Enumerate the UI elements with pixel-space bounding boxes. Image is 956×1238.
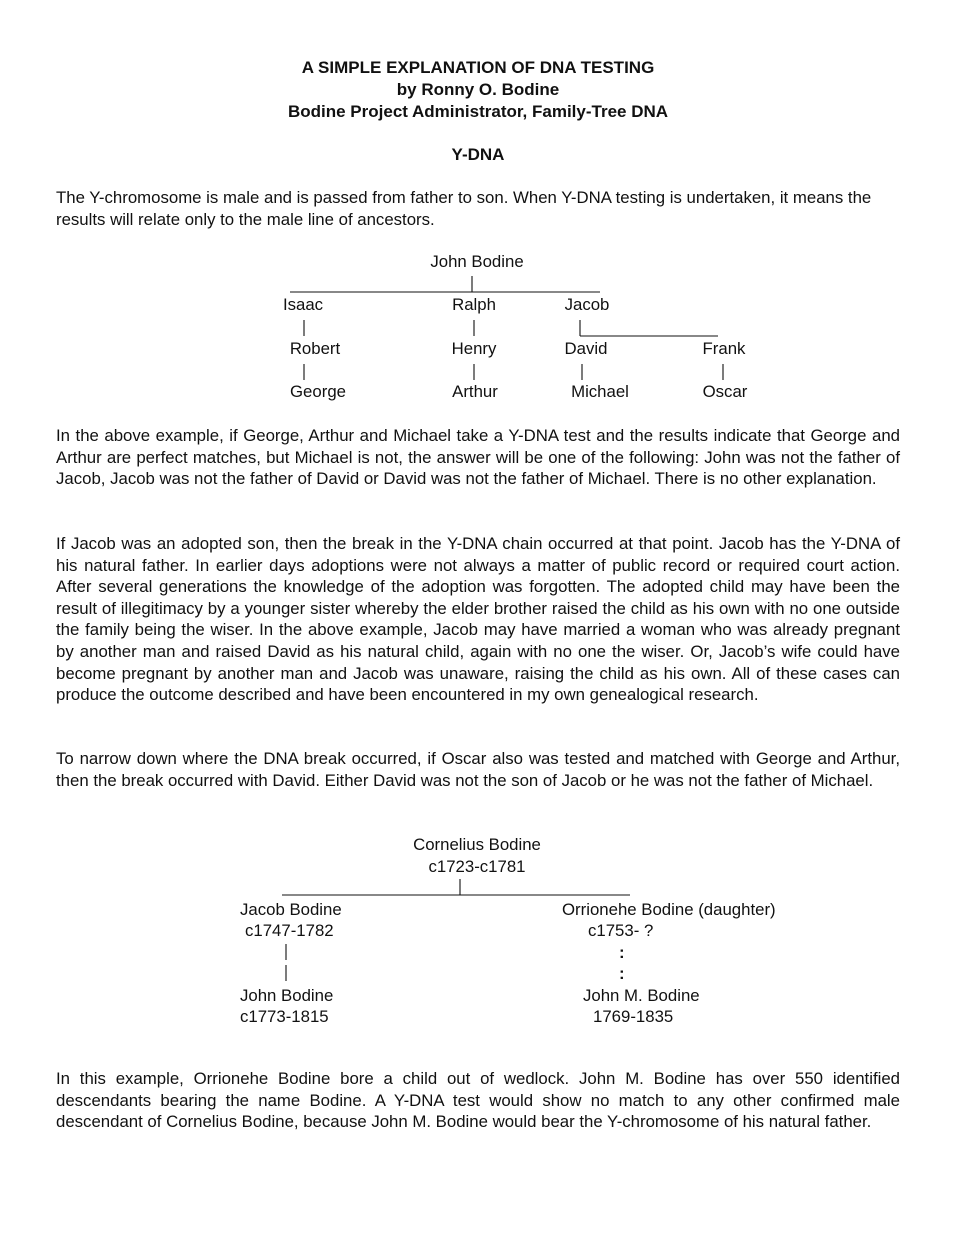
paragraph-adoption: If Jacob was an adopted son, then the break in the Y-DNA chain occurred at that point. Jacob has the Y-DNA of his natural father. In earlier days adoptions were not always a matter of public record or required court action. After several generations the knowledge of the adoption was forgotten. The adopted child may have been the result of illegitimacy by a younger sister whereby the elder brother raised the child as his own with no one outside the family being the wiser. In the above example, Jacob may have married a woman who was already pregnant by another man and raised David as his natural child, again with no one the wiser. Or, Jacob’s wife could have become pregnant by another man and Jacob was unaware, raising the child as his own. All of these cases can produce the outcome described and have been encountered in my own genealogical research. [56,534,900,705]
tree2-dotted-marker-2: : [619,964,625,983]
tree1-root: John Bodine [430,252,524,271]
paragraph-narrow: To narrow down where the DNA break occurred, if Oscar also was tested and matched with George and Arthur, then the break occurred with David. Either David was not the son of Jacob or he was not the father of Michael. [56,749,900,790]
document-title: A SIMPLE EXPLANATION OF DNA TESTING [301,58,655,77]
tree2-root-dates: c1723-c1781 [428,857,526,876]
tree2-right-name: Orrionehe Bodine (daughter) [562,900,776,919]
tree1-gen2-david: David [564,339,608,358]
tree1-gen1-ralph: Ralph [452,295,496,314]
paragraph-example2: In this example, Orrionehe Bodine bore a child out of wedlock. John M. Bodine has over 550 identified descendants bearing the name Bodine. A Y-DNA test would show no match to any other confirmed male descendant of Cornelius Bodine, because John M. Bodine would bear the Y-chromosome of his natural father. [56,1069,900,1132]
tree1-gen3-oscar: Oscar [702,382,748,401]
tree1-gen3-george: George [290,382,346,401]
paragraph-intro: The Y-chromosome is male and is passed from father to son. When Y-DNA testing is undertaken, it means the results will relate only to the male line of ancestors. [56,188,872,229]
tree1-gen3-michael: Michael [571,382,629,401]
tree2-left-dates: c1747-1782 [245,921,334,940]
tree1-gen3-arthur: Arthur [452,382,498,401]
tree2-left-name: Jacob Bodine [240,900,342,919]
author-role: Bodine Project Administrator, Family-Tree DNA [287,102,669,121]
tree1-gen2-henry: Henry [451,339,497,358]
tree1-gen2-robert: Robert [289,339,341,358]
tree2-right-child-dates: 1769-1835 [593,1007,674,1026]
tree2-right-child-name: John M. Bodine [583,986,700,1005]
tree2-right-dates: c1753- ? [588,921,654,940]
tree2-dotted-marker-1: : [619,943,625,962]
tree1-gen1-isaac: Isaac [282,295,324,314]
paragraph-example1: In the above example, if George, Arthur and Michael take a Y-DNA test and the results indicate that George and Arthur are perfect matches, but Michael is not, the answer will be one of the following: John was not the father of Jacob, Jacob was not the father of David or David was not the father of Michael. There is no other explanation. [56,426,900,489]
tree2-left-child-name: John Bodine [240,986,334,1005]
tree1-gen2-frank: Frank [702,339,746,358]
tree2-root-name: Cornelius Bodine [413,835,541,854]
section-heading: Y-DNA [451,145,505,164]
tree1-gen1-jacob: Jacob [564,295,610,314]
tree2-left-child-dates: c1773-1815 [240,1007,329,1026]
document-author: by Ronny O. Bodine [396,80,560,99]
